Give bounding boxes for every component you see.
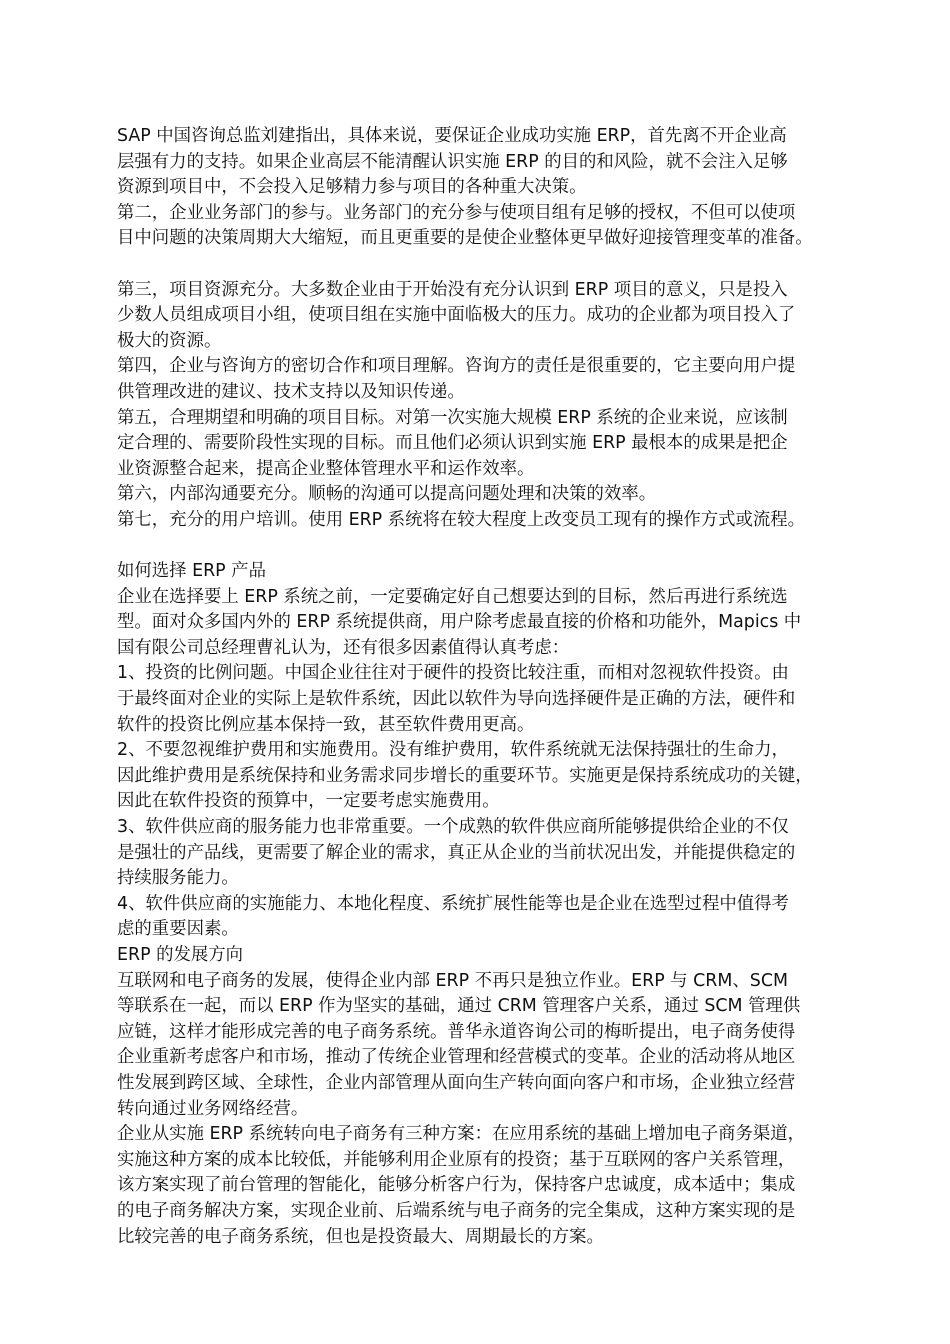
- text-line: 因此在软件投资的预算中，一定要考虑实施费用。: [117, 791, 500, 812]
- text-line: 第六，内部沟通要充分。顺畅的沟通可以提高问题处理和决策的效率。: [117, 484, 657, 505]
- text-line: 第五，合理期望和明确的项目目标。对第一次实施大规模 ERP 系统的企业来说，应该制: [117, 407, 788, 428]
- blank-line: [117, 534, 877, 560]
- text-line: 应链，这样才能形成完善的电子商务系统。普华永道咨询公司的梅昕提出，电子商务使得: [117, 1021, 796, 1042]
- text-line: 的电子商务解决方案，实现企业前、后端系统与电子商务的完全集成，这种方案实现的是: [117, 1200, 796, 1221]
- document-body: [117, 124, 877, 1250]
- text-line: 因此维护费用是系统保持和业务需求同步增长的重要环节。实施更是保持系统成功的关键，: [117, 765, 813, 786]
- text-line: 虑的重要因素。: [117, 919, 239, 940]
- text-line: 国有限公司总经理曹礼认为，还有很多因素值得认真考虑：: [117, 637, 570, 658]
- text-line: 实施这种方案的成本比较低，并能够利用企业原有的投资；基于互联网的客户关系管理，: [117, 1149, 796, 1170]
- text-line: 资源到项目中，不会投入足够精力参与项目的各种重大决策。: [117, 177, 587, 198]
- text-line: 第七，充分的用户培训。使用 ERP 系统将在较大程度上改变员工现有的操作方式或流程。: [117, 509, 806, 530]
- text-line: 企业在选择要上 ERP 系统之前，一定要确定好自己想要达到的目标，然后再进行系统选: [117, 586, 788, 607]
- text-line: 持续服务能力。: [117, 868, 239, 889]
- text-line: 是强壮的产品线，更需要了解企业的需求，真正从企业的当前状况出发，并能提供稳定的: [117, 842, 796, 863]
- text-line: 少数人员组成项目小组，使项目组在实施中面临极大的压力。成功的企业都为项目投入了: [117, 305, 796, 326]
- text-line: 型。面对众多国内外的 ERP 系统提供商，用户除考虑最直接的价格和功能外，Mapics 中: [117, 612, 802, 633]
- text-line: 转向通过业务网络经营。: [117, 1098, 309, 1119]
- text-line: 等联系在一起，而以 ERP 作为坚实的基础，通过 CRM 管理客户关系，通过 SCM 管理供: [117, 996, 801, 1017]
- text-line: 极大的资源。: [117, 330, 222, 351]
- text-line: 软件的投资比例应基本保持一致，甚至软件费用更高。: [117, 714, 535, 735]
- text-line: 2、不要忽视维护费用和实施费用。没有维护费用，软件系统就无法保持强壮的生命力，: [117, 740, 789, 761]
- text-line: 该方案实现了前台管理的智能化，能够分析客户行为，保持客户忠诚度，成本适中；集成: [117, 1175, 796, 1196]
- text-line: 业资源整合起来，提高企业整体管理水平和运作效率。: [117, 458, 535, 479]
- text-line: 定合理的、需要阶段性实现的目标。而且他们必须认识到实施 ERP 最根本的成果是把企: [117, 433, 788, 454]
- text-line: 企业从实施 ERP 系统转向电子商务有三种方案：在应用系统的基础上增加电子商务渠道，: [117, 1124, 806, 1145]
- text-line: 第二，企业业务部门的参与。业务部门的充分参与使项目组有足够的授权，不但可以使项: [117, 202, 796, 223]
- text-line: 供管理改进的建议、技术支持以及知识传递。: [117, 381, 465, 402]
- text-line: 第四，企业与咨询方的密切合作和项目理解。咨询方的责任是很重要的，它主要向用户提: [117, 356, 796, 377]
- text-line: SAP 中国咨询总监刘建指出，具体来说，要保证企业成功实施 ERP，首先离不开企业高: [117, 126, 787, 146]
- text-line: 如何选择 ERP 产品: [117, 561, 266, 582]
- text-line: 层强有力的支持。如果企业高层不能清醒认识实施 ERP 的目的和风险，就不会注入足够: [117, 151, 788, 172]
- text-line: 性发展到跨区域、全球性，企业内部管理从面向生产转向面向客户和市场，企业独立经营: [117, 1072, 796, 1093]
- text-line: 4、软件供应商的实施能力、本地化程度、系统扩展性能等也是企业在选型过程中值得考: [117, 893, 789, 914]
- text-line: 于最终面对企业的实际上是软件系统，因此以软件为导向选择硬件是正确的方法，硬件和: [117, 689, 796, 710]
- text-line: 3、软件供应商的服务能力也非常重要。一个成熟的软件供应商所能够提供给企业的不仅: [117, 817, 789, 838]
- blank-line: [117, 252, 877, 278]
- text-line: 第三，项目资源充分。大多数企业由于开始没有充分认识到 ERP 项目的意义，只是投入: [117, 279, 788, 300]
- text-line: 目中问题的决策周期大大缩短，而且更重要的是使企业整体更早做好迎接管理变革的准备。: [117, 228, 813, 249]
- text-line: 1、投资的比例问题。中国企业往往对于硬件的投资比较注重，而相对忽视软件投资。由: [117, 663, 789, 684]
- text-line: ERP 的发展方向: [117, 945, 244, 965]
- text-line: 互联网和电子商务的发展，使得企业内部 ERP 不再只是独立作业。ERP 与 CRM、SCM: [117, 970, 788, 991]
- text-line: 企业重新考虑客户和市场，推动了传统企业管理和经营模式的变革。企业的活动将从地区: [117, 1047, 796, 1068]
- text-line: 比较完善的电子商务系统，但也是投资最大、周期最长的方案。: [117, 1226, 604, 1247]
